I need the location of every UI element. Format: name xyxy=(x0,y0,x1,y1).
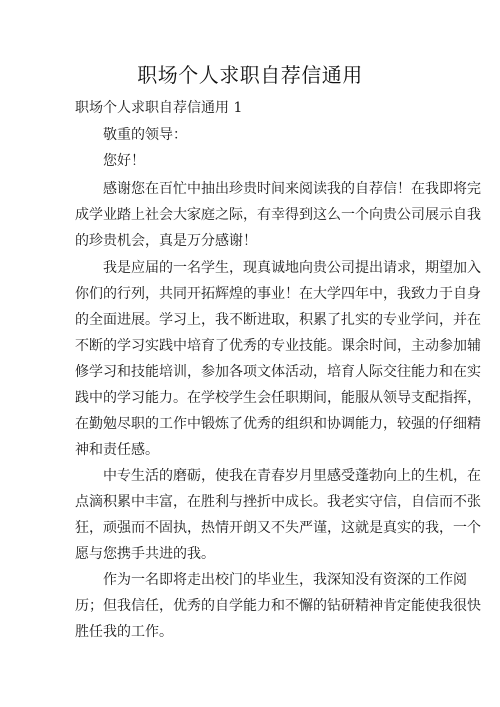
paragraph-line: 作为一名即将走出校门的毕业生，我深知没有资深的工作阅 xyxy=(103,572,467,588)
paragraph-line: 成学业踏上社会大家庭之际，有幸得到这么一个向贵公司展示自我 xyxy=(75,207,481,223)
paragraph-line: 历；但我信任，优秀的自学能力和不懈的钻研精神肯定能使我很快 xyxy=(75,598,481,614)
body-paragraph-3 xyxy=(75,463,481,567)
paragraph-line: 中专生活的磨砺，使我在青春岁月里感受蓬勃向上的生机，在 xyxy=(103,468,481,484)
paragraph-line: 的珍贵机会，真是万分感谢！ xyxy=(75,233,257,249)
body-paragraph-4 xyxy=(75,567,481,645)
paragraph-line: 践中的学习能力。在学校学生会任职期间，能服从领导支配指挥， xyxy=(75,390,481,406)
paragraph-line: 不断的学习实践中培育了优秀的专业技能。课余时间，主动参加辅 xyxy=(75,338,481,354)
paragraph-line: 点滴积累中丰富，在胜利与挫折中成长。我老实守信，自信而不张 xyxy=(75,494,481,510)
salutation-paragraph xyxy=(75,122,425,148)
paragraph-line: 愿与您携手共进的我。 xyxy=(75,546,215,562)
body-paragraph-2 xyxy=(75,255,481,463)
paragraph-line: 你们的行列，共同开拓辉煌的事业！在大学四年中，我致力于自身 xyxy=(75,286,481,302)
paragraph-line: 在勤勉尽职的工作中锻炼了优秀的组织和协调能力，较强的仔细精 xyxy=(75,416,481,432)
paragraph-line: 狂，顽强而不固执，热情开朗又不失严谨，这就是真实的我，一个 xyxy=(75,520,481,536)
body-paragraph-1 xyxy=(75,176,481,254)
paragraph-line: 我是应届的一名学生，现真诚地向贵公司提出请求，期望加入 xyxy=(103,260,481,276)
paragraph-line: 神和责任感。 xyxy=(75,442,159,458)
document-page xyxy=(75,0,481,707)
paragraph-line: 胜任我的工作。 xyxy=(75,624,173,640)
salutation-line: 敬重的领导： xyxy=(103,127,187,143)
greeting-paragraph xyxy=(75,148,425,174)
paragraph-line: 的全面进展。学习上，我不断进取，积累了扎实的专业学问，并在 xyxy=(75,312,481,328)
document-subtitle: 职场个人求职自荐信通用 1 xyxy=(75,100,243,116)
document-title: 职场个人求职自荐信通用 xyxy=(137,63,363,87)
greeting-line: 您好！ xyxy=(103,153,145,169)
paragraph-line: 感谢您在百忙中抽出珍贵时间来阅读我的自荐信！在我即将完 xyxy=(103,181,481,197)
paragraph-line: 修学习和技能培训，参加各项文体活动，培育人际交往能力和在实 xyxy=(75,364,481,380)
